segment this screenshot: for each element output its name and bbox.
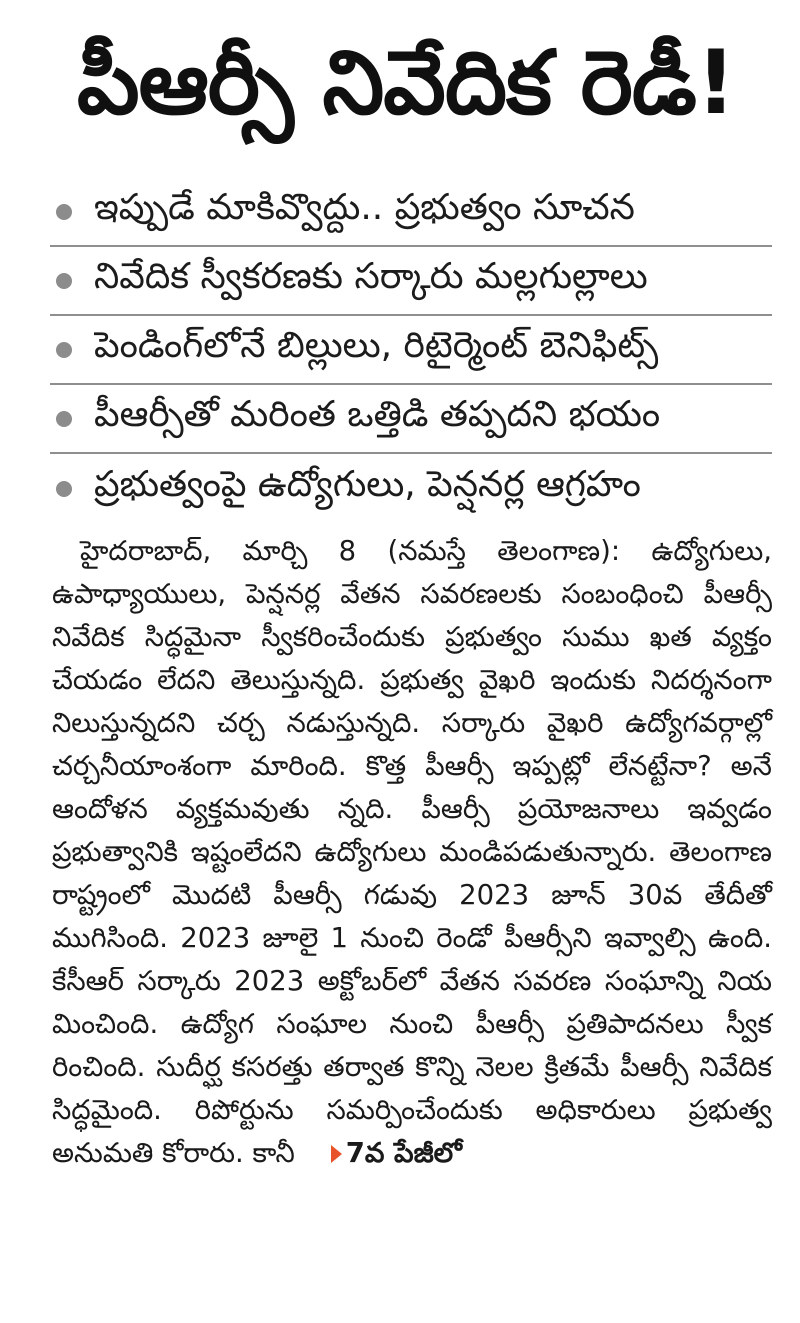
- bullet-dot-icon: [56, 481, 72, 497]
- headline: పీఆర్సీ నివేదిక రెడీ!: [76, 30, 736, 134]
- bullet-item: [50, 247, 772, 316]
- bullet-item: [50, 316, 772, 385]
- article-text: హైదరాబాద్, మార్చి 8 (నమస్తే తెలంగాణ): ఉద్యోగులు, ఉపాధ్యాయులు, పెన్షనర్ల వేతన సవరణలకు సంబంధించి పీఆర్సీ నివేదిక సిద్ధమైనా స్వీకరించేందుకు ప్రభుత్వం సుము ఖత వ్యక్తం చేయడం లేదని తెలుస్తున్నది. ప్రభుత్వ వైఖరి ఇందుకు నిదర్శనంగా నిలుస్తున్నదని చర్చ నడుస్తున్నది. సర్కారు వైఖరి ఉద్యోగవర్గాల్లో చర్చనీయాంశంగా మారింది. కొత్త పీఆర్సీ ఇప్పట్లో లేనట్టేనా? అనే ఆందోళన వ్యక్తమవుతు న్నది. పీఆర్సీ ప్రయోజనాలు ఇవ్వడం ప్రభుత్వానికి ఇష్టంలేదని ఉద్యోగులు మండిపడుతున్నారు. తెలంగాణ రాష్ట్రంలో మొదటి పీఆర్సీ గడువు 2023 జూన్ 30వ తేదీతో ముగిసింది. 2023 జూలై 1 నుంచి రెండో పీఆర్సీని ఇవ్వాల్సి ఉంది. కేసీఆర్ సర్కారు 2023 అక్టోబర్‌లో వేతన సవరణ సంఘాన్ని నియ మించింది. ఉద్యోగ సంఘాల నుంచి పీఆర్సీ ప్రతిపాదనలు స్వీక రించింది. సుదీర్ఘ కసరత్తు తర్వాత కొన్ని నెలల క్రితమే పీఆర్సీ నివేదిక సిద్ధమైంది. రిపోర్టును సమర్పించేందుకు అధికారులు ప్రభుత్వ అనుమతి కోరారు. కానీ: [52, 535, 772, 1169]
- bullet-item: [50, 385, 772, 454]
- bullet-text: పీఆర్సీతో మరింత ఒత్తిడి తప్పదని భయం: [94, 393, 661, 435]
- bullet-dot-icon: [56, 411, 72, 427]
- bullet-dot-icon: [56, 273, 72, 289]
- article-paragraph: [52, 530, 772, 1175]
- bullet-text: పెండింగ్‌లోనే బిల్లులు, రిటైర్మెంట్ బెనిఫిట్స్: [94, 324, 659, 366]
- page-continuation[interactable]: [331, 1137, 462, 1169]
- article-body: [52, 530, 772, 1175]
- bullet-item: [50, 454, 772, 523]
- arrow-right-icon: [331, 1145, 342, 1163]
- bullet-item: [50, 178, 772, 247]
- bullet-text: ఇప్పుడే మాకివ్వొద్దు.. ప్రభుత్వం సూచన: [94, 186, 635, 228]
- bullet-text: నివేదిక స్వీకరణకు సర్కారు మల్లగుల్లాలు: [94, 255, 648, 297]
- bullet-dot-icon: [56, 342, 72, 358]
- bullet-text: ప్రభుత్వంపై ఉద్యోగులు, పెన్షనర్ల ఆగ్రహం: [94, 463, 641, 505]
- summary-bullet-list: [50, 178, 772, 523]
- bullet-dot-icon: [56, 204, 72, 220]
- continuation-label: 7వ పేజీలో: [345, 1137, 462, 1169]
